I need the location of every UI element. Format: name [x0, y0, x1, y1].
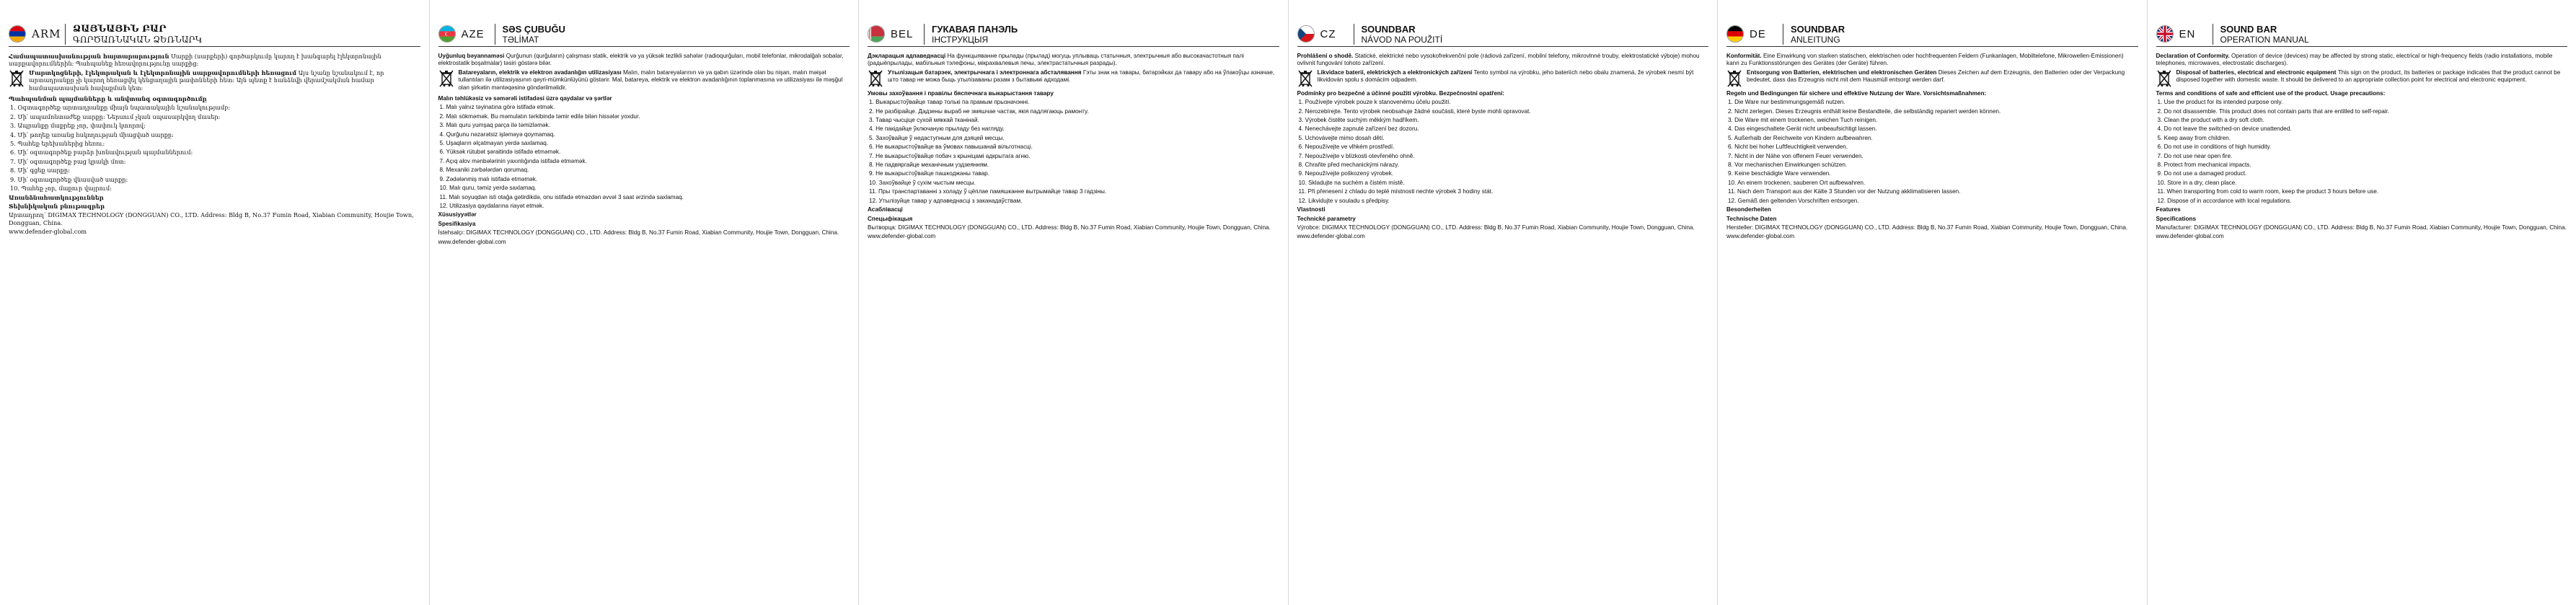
precaution-item: 2. Malı sökməmək. Bu məmulatın tərkibində təmir edilə bilən hissələr yoxdur. [439, 112, 640, 120]
precaution-item: 10. Захоўвайце ў сухім чыстым месцы. [869, 179, 976, 186]
manual-subtitle: TƏLİMAT [502, 34, 539, 45]
precaution-item: 9. Не выкарыстоўвайце пашкоджаны тавар. [869, 170, 989, 177]
precaution-item: 3. Die Ware mit einem trockenen, weichen Tuch reinigen. [1728, 117, 1878, 124]
precaution-item: 2. Nicht zerlegen. Dieses Erzeugnis enthält keine Bestandteile, die selbständig repariert werden können. [1728, 107, 2001, 115]
disposal-text: This sign on the product, its batteries or package indicates that the product cannot be disposed together with domestic waste. It should be delivered to an appropriate collection point for electrical and electronic equipment. [2176, 69, 2561, 84]
declaration-text: Statické, elektrické nebo vysokofrekvenční pole (rádiová zařízení, mobilní telefony, mikrovlnné trouby, elektrostatické výboje) mohou ovlivnit fungování tohoto zařízení. [1297, 53, 1700, 67]
declaration-heading: Declaration of Conformity. [2156, 53, 2230, 59]
specs-heading: Specifications [2156, 215, 2197, 222]
precaution-item: 7. Не выкарыстоўвайце побач з крыніцамі адкрытага агню. [869, 152, 1031, 159]
crossed-bin-icon [868, 69, 883, 88]
column-body [868, 53, 1279, 241]
precaution-item: 9. Մի՛ օգտագործեք վնասված սարքը։ [10, 175, 128, 183]
language-code: AZE [461, 27, 485, 40]
features-heading: Առանձնահատկություններ [9, 193, 104, 201]
website-text: www.defender-global.com [2156, 233, 2224, 240]
precaution-item: 4. Do not leave the switched-on device unattended. [2157, 125, 2292, 133]
precaution-item: 8. Не падвяргайце механічным уздзеянням. [869, 162, 989, 169]
precaution-item: 6. Do not use in conditions of high humidity. [2157, 143, 2272, 151]
column-header [868, 22, 1279, 47]
product-title: ՁԱՅՆԱՅԻՆ ԲԱՐ [73, 23, 167, 35]
language-code: BEL [891, 27, 914, 40]
declaration-text: Operation of device (devices) may be affected by strong static, electrical or high-frequency fields (radio installations, mobile telephones, microwaves, electrostatic discharges). [2156, 53, 2553, 67]
manual-subtitle: ANLEITUNG [1791, 34, 1840, 45]
disposal-heading: Մարտկոցների, էլեկտրական և էլեկտրոնային սարքավորումների հեռացում [29, 69, 297, 76]
precaution-item: 12. Utilizasiya qaydalarına riayət etmək. [439, 202, 544, 209]
header-titles [1354, 24, 1443, 45]
precaution-item: 12. Likvidujte v souladu s předpisy. [1298, 197, 1390, 204]
website-text: www.defender-global.com [868, 233, 936, 240]
terms-heading: Պահպանման պայմանները և անվտանգ օգտագործումը [9, 95, 207, 103]
features-heading: Features [2156, 206, 2181, 213]
precaution-item: 4. Մի՛ թողեք առանց հսկողության միացված սարքը։ [10, 131, 174, 138]
language-column-arm [0, 0, 430, 605]
precautions-list [868, 99, 1279, 205]
precaution-item: 5. Außerhalb der Reichweite von Kindern aufbewahren. [1728, 134, 1873, 141]
precaution-item: 5. Պահեք երեխաներից հեռու։ [10, 140, 105, 148]
disposal-block [1726, 69, 2138, 88]
arm-flag-icon [9, 25, 26, 43]
precaution-item: 6. Nicht bei hoher Luftfeuchtigkeit verwenden. [1728, 143, 1848, 151]
precaution-item: 1. Use the product for its intended purpose only. [2157, 99, 2283, 106]
manual-subtitle: ІНСТРУКЦЫЯ [932, 34, 989, 45]
terms-heading: Regeln und Bedingungen für sichere und effektive Nutzung der Ware. Vorsichtsmaßnahmen: [1726, 89, 1987, 97]
manufacturer-text: Hersteller: DIGIMAX TECHNOLOGY (DONGGUAN) CO., LTD. Address: Bldg B, No.37 Fumin Road, Xiabian Community, Houjie Town, Dongguan, China. [1726, 224, 2128, 231]
website-text: www.defender-global.com [1297, 233, 1365, 240]
precaution-item: 10. Պահեք չոր, մաքուր վայրում։ [10, 185, 112, 193]
precaution-item: 11. Пры транспартаванні з холаду ў цёплае памяшканне вытрымайце тавар 3 гадзіны. [869, 188, 1107, 195]
header-titles [2213, 24, 2309, 45]
precaution-item: 8. Chraňte před mechanickými nárazy. [1298, 162, 1400, 169]
website-text: www.defender-global.com [438, 238, 506, 245]
disposal-text: Tento symbol na výrobku, jeho bateriích nebo obalu znamená, že výrobek nesmí být likvidován spolu s domácím odpadem. [1317, 69, 1694, 84]
precaution-item: 9. Keine beschädigte Ware verwenden. [1728, 170, 1831, 177]
manual-subtitle: NÁVOD NA POUŽITÍ [1361, 34, 1443, 45]
precaution-item: 4. Nenechávejte zapnuté zařízení bez dozoru. [1298, 125, 1419, 133]
crossed-bin-icon [1297, 69, 1313, 88]
en-flag-icon [2156, 25, 2174, 43]
features-heading: Besonderheiten [1726, 206, 1771, 213]
disposal-heading: Disposal of batteries, electrical and electronic equipment [2176, 69, 2337, 76]
precaution-item: 10. Skladujte na suchém a čistém místě. [1298, 179, 1405, 186]
precaution-item: 1. Malı yalnız təyinatına görə istifadə etmək. [439, 104, 555, 111]
aze-flag-icon [438, 25, 456, 43]
column-body [9, 53, 420, 236]
precaution-item: 8. Protect from mechanical impacts. [2157, 162, 2251, 169]
specs-heading: Spesifikasiya [438, 220, 476, 227]
features-heading: Vlastnosti [1297, 206, 1326, 213]
crossed-bin-icon [438, 69, 454, 88]
disposal-text: Dieses Zeichen auf dem Erzeugnis, den Batterien oder der Verpackung bedeutet, dass das Erzeugnis nicht mit dem Hausmüll entsorgt werden darf. [1747, 69, 2125, 84]
precaution-item: 3. Ապրանքը մաքրեք չոր, փափուկ կտորով։ [10, 122, 146, 130]
precaution-item: 5. Захоўвайце ў недаступным для дзяцей месцы. [869, 134, 1005, 141]
terms-heading: Умовы захоўвання і правілы бяспечнага выкарыстання тавару [868, 89, 1054, 97]
manual-subtitle: ԳՈՐԾԱՌՆԱԿԱՆ ՁԵՌՆԱՐԿ [73, 34, 203, 45]
disposal-block [438, 69, 850, 93]
website-text: www.defender-global.com [9, 228, 87, 236]
declaration-text: Սարքի (սարքերի) գործարկումը կարող է խանգարել էլեկտրոնային սարքավորումներին: Պահպանեք հեռավորությունը սարքից։ [9, 53, 381, 68]
precaution-item: 8. Mexaniki zərbələrdən qorumaq. [439, 167, 529, 174]
precaution-item: 11. Nach dem Transport aus der Kälte 3 Stunden vor der Nutzung akklimatisieren lassen. [1728, 188, 1961, 195]
precaution-item: 9. Zədələnmiş malı istifadə etməmək. [439, 175, 538, 182]
column-header [1297, 22, 1709, 47]
precaution-item: 7. Do not use near open fire. [2157, 152, 2233, 159]
specs-heading: Տեխնիկական բնութագրեր [9, 202, 105, 210]
precaution-item: 11. Při přenesení z chladu do teplé místnosti nechte výrobek 3 hodiny stát. [1298, 188, 1494, 195]
language-column-aze [430, 0, 860, 605]
header-titles [1783, 24, 1845, 45]
language-code: ARM [32, 27, 61, 40]
precaution-item: 6. Մի՛ օգտագործեք բարձր խոնավության պայմաններում։ [10, 149, 193, 156]
product-title: SƏS ÇUBUĞU [502, 23, 565, 35]
features-heading: Xüsusiyyətlər [438, 211, 477, 218]
product-title: SOUNDBAR [1791, 23, 1845, 35]
precaution-item: 5. Uchovávejte mimo dosah dětí. [1298, 134, 1385, 141]
precaution-item: 3. Výrobek čistěte suchým měkkým hadříkem. [1298, 117, 1419, 124]
specs-heading: Technické parametry [1297, 215, 1356, 222]
column-body [2156, 53, 2568, 241]
disposal-text: Այս նշանը նշանակում է, որ արտադրանքը չի կարող հեռացվել կենցաղային թափոնների հետ։ Այն պետք է հանձնվի վերամշակման համար համապատասխան հավաքման կետ։ [29, 69, 384, 92]
disposal-heading: Entsorgung von Batterien, elektrischen und elektronischen Geräten [1747, 69, 1937, 76]
column-body [1726, 53, 2138, 241]
specs-heading: Спецыфікацыя [868, 215, 913, 222]
column-header [1726, 22, 2138, 47]
precaution-item: 2. Не разбірайце. Дадзены выраб не змяшчае частак, якія падлягаюць рамонту. [869, 107, 1089, 115]
precaution-item: 1. Die Ware nur bestimmungsgemäß nutzen. [1728, 99, 1845, 106]
precaution-item: 4. Не пакідайце ўключаную прыладу без нагляду. [869, 125, 1005, 133]
precaution-item: 4. Qurğunu nəzarətsiz işləməyə qoymamaq. [439, 131, 555, 138]
precaution-item: 8. Մի՛ գցեք սարքը։ [10, 167, 70, 175]
column-body [438, 53, 850, 246]
precaution-item: 12. Gemäß den geltenden Vorschriften entsorgen. [1728, 197, 1859, 204]
declaration-text: На функцыяванне прылады (прылад) могуць уплываць статычныя, электрычныя або высокачастотныя палі (радыёпрылады, мабільныя тэлефоны, мікрахвалевыя печы, электрастатычныя разрады). [868, 53, 1244, 67]
precaution-item: 1. Օգտագործեք արտադրանքը միայն նպատակային նշանակությամբ։ [10, 104, 231, 112]
language-code: DE [1750, 27, 1766, 40]
declaration-heading: Prohlášení o shodě. [1297, 53, 1354, 59]
manufacturer-text: İstehsalçı: DIGIMAX TECHNOLOGY (DONGGUAN) CO., LTD. Address: Bldg B, No.37 Fumin Road, Xiabian Community, Houjie Town, Dongguan, China. [438, 229, 839, 237]
language-column-bel [859, 0, 1289, 605]
header-titles [924, 24, 1018, 45]
header-titles [65, 24, 202, 45]
specs-heading: Technische Daten [1726, 215, 1777, 222]
product-title: ГУКАВАЯ ПАНЭЛЬ [932, 23, 1018, 35]
cz-flag-icon [1297, 25, 1315, 43]
precaution-item: 12. Dispose of in accordance with local regulations. [2157, 197, 2292, 204]
disposal-text: Гэты знак на тавары, батарэйках да тавару або на ўпакоўцы азначае, што тавар не можа быць утылізаваны разам з бытавымі адходамі. [888, 69, 1275, 84]
precaution-item: 9. Do not use a damaged product. [2157, 170, 2247, 177]
disposal-heading: Likvidace baterií, elektrických a elektronických zařízení [1317, 69, 1473, 76]
precaution-item: 2. Nerozebírejte. Tento výrobek neobsahuje žádné součásti, které byste mohli opravovat. [1298, 107, 1531, 115]
disposal-heading: Утылізацыя батарэек, электрычнага і электроннага абсталявання [888, 69, 1082, 76]
precaution-item: 11. When transporting from cold to warm room, keep the product 3 hours before use. [2157, 188, 2379, 195]
precaution-item: 7. Nicht in der Nähe von offenem Feuer verwenden. [1728, 152, 1863, 159]
language-column-de [1718, 0, 2148, 605]
precaution-item: 4. Das eingeschaltete Gerät nicht unbeaufsichtigt lassen. [1728, 125, 1877, 133]
precautions-list [1726, 99, 2138, 205]
precaution-item: 12. Утылізуйце тавар у адпаведнасці з заканадаўствам. [869, 197, 1023, 204]
precaution-item: 6. Nepoužívejte ve vlhkém prostředí. [1298, 143, 1395, 151]
declaration-heading: Համապատասխանության հայտարարություն [9, 53, 169, 60]
crossed-bin-icon [1726, 69, 1742, 88]
precaution-item: 3. Clean the product with a dry soft cloth. [2157, 117, 2264, 124]
language-column-cz [1289, 0, 1719, 605]
features-heading: Асаблівасці [868, 206, 903, 213]
precaution-item: 9. Nepoužívejte poškozený výrobek. [1298, 170, 1394, 177]
precaution-item: 10. Store in a dry, clean place. [2157, 179, 2237, 186]
disposal-text: Malın, malın batareyalarının və ya qabın üzərində olan bu nişan, malın məişət tullantıları ilə utilizasiyasının qəyri-mümkünlüyünü göstərir. Mal, batareya, elektrik və elektron avadanlığının toplanmasına və utilizasiyası ilə məşğul olan şirkətin məntəqəsinə göndərilməlidir. [458, 69, 843, 91]
declaration-heading: Дэкларацыя адпаведнасці [868, 53, 946, 59]
language-code: EN [2179, 27, 2196, 40]
manual-subtitle: OPERATION MANUAL [2220, 34, 2309, 45]
declaration-heading: Uyğunluq bəyannaməsi [438, 53, 505, 59]
precaution-item: 1. Выкарыстоўвайце тавар толькі па прамым прызначэнні. [869, 99, 1030, 106]
manufacturer-text: Manufacturer: DIGIMAX TECHNOLOGY (DONGGUAN) CO., LTD. Address: Bldg B, No.37 Fumin Road, Xiabian Community, Houjie Town, Dongguan, China. [2156, 224, 2567, 231]
column-header [2156, 22, 2568, 47]
declaration-text: Eine Einwirkung von starken statischen, elektrischen oder hochfrequenten Feldern (Funkanlagen, Mobiltelefone, Mikrowellen-Emissionen) kann zu Funktionsstörungen des Gerätes (der Geräte) führen. [1726, 53, 2124, 67]
precaution-item: 10. Malı quru, təmiz yerdə saxlamaq. [439, 185, 537, 192]
precaution-item: 3. Malı quru yumşaq parça ilə təmizləmək. [439, 122, 550, 129]
precaution-item: 7. Մի՛ օգտագործեք բաց կրակի մոտ։ [10, 157, 126, 165]
header-titles [495, 24, 565, 45]
column-body [1297, 53, 1709, 241]
disposal-heading: Batareyaların, elektrik və elektron avadanlığın utilizasiyası [458, 69, 622, 76]
disposal-block [1297, 69, 1709, 88]
column-header [438, 22, 850, 47]
precaution-item: 5. Uşaqların əlçatmayan yerdə saxlamaq. [439, 140, 549, 147]
language-code: CZ [1320, 27, 1336, 40]
precaution-item: 7. Açıq alov mənbələrinin yaxınlığında istifadə etməmək. [439, 157, 587, 164]
disposal-block [9, 69, 420, 93]
precautions-list [438, 104, 850, 210]
de-flag-icon [1726, 25, 1744, 43]
disposal-block [868, 69, 1279, 88]
terms-heading: Podmínky pro bezpečné a účinné použití výrobku. Bezpečnostní opatření: [1297, 89, 1505, 97]
precaution-item: 1. Používejte výrobek pouze k stanovenému účelu použití. [1298, 99, 1451, 106]
precaution-item: 3. Тавар чысціце сухой мяккай тканінай. [869, 117, 979, 124]
precaution-item: 2. Մի՛ ապամոնտաժեք սարքը։ Ներսում չկան սպասարկվող մասեր։ [10, 112, 221, 120]
precaution-item: 11. Malı soyuqdan isti otağa gətirdikdə, onu istifadə etməzdən əvvəl 3 saat ərzində saxlamaq. [439, 193, 684, 200]
precautions-list [9, 104, 420, 192]
crossed-bin-icon [2156, 69, 2172, 88]
terms-heading: Malın təhlükəsiz və səmərəli istifadəsi üzrə qaydalar və şərtlər [438, 95, 612, 102]
precaution-item: 2. Do not disassemble. This product does not contain parts that are entitled to self-repair. [2157, 107, 2390, 115]
precaution-item: 7. Nepoužívejte v blízkosti otevřeného ohně. [1298, 152, 1415, 159]
precaution-item: 6. Не выкарыстоўвайце ва ўмовах павышанай вільготнасці. [869, 143, 1033, 151]
manufacturer-text: Արտադրող՝ DIGIMAX TECHNOLOGY (DONGGUAN) CO., LTD. Address: Bldg B, No.37 Fumin Road, Xiabian Community, Houjie Town, Dongguan, China. [9, 211, 414, 226]
precaution-item: 8. Vor mechanischen Einwirkungen schützen. [1728, 162, 1848, 169]
bel-flag-icon [868, 25, 885, 43]
precaution-item: 6. Yüksək rütubət şəraitində istifadə etməmək. [439, 149, 561, 156]
disposal-block [2156, 69, 2568, 88]
terms-heading: Terms and conditions of safe and efficient use of the product. Usage precautions: [2156, 89, 2386, 97]
column-header [9, 22, 420, 47]
precaution-item: 5. Keep away from children. [2157, 134, 2231, 141]
precautions-list [1297, 99, 1709, 205]
declaration-heading: Konformität. [1726, 53, 1762, 59]
website-text: www.defender-global.com [1726, 233, 1795, 240]
product-title: SOUNDBAR [1361, 23, 1416, 35]
crossed-bin-icon [9, 69, 25, 88]
language-column-en [2148, 0, 2576, 605]
manufacturer-text: Výrobce: DIGIMAX TECHNOLOGY (DONGGUAN) CO., LTD. Address: Bldg B, No.37 Fumin Road, Xiabian Community, Houjie Town, Dongguan, China. [1297, 224, 1695, 231]
manufacturer-text: Вытворца: DIGIMAX TECHNOLOGY (DONGGUAN) CO., LTD. Address: Bldg B, No.37 Fumin Road, Xiabian Community, Houjie Town, Dongguan, China. [868, 224, 1271, 231]
precautions-list [2156, 99, 2568, 205]
declaration-text: Qurğunun (qurğuların) çalışması statik, elektrik və ya yüksək tezlikli sahələr (radioqurğuları, mobil telefonlar, mikrodalğalı sobalar, elektrostatik boşalmalar) təsiri göstərə bilər. [438, 53, 844, 67]
product-title: SOUND BAR [2220, 23, 2277, 35]
precaution-item: 10. An einem trockenen, sauberen Ort aufbewahren. [1728, 179, 1866, 186]
